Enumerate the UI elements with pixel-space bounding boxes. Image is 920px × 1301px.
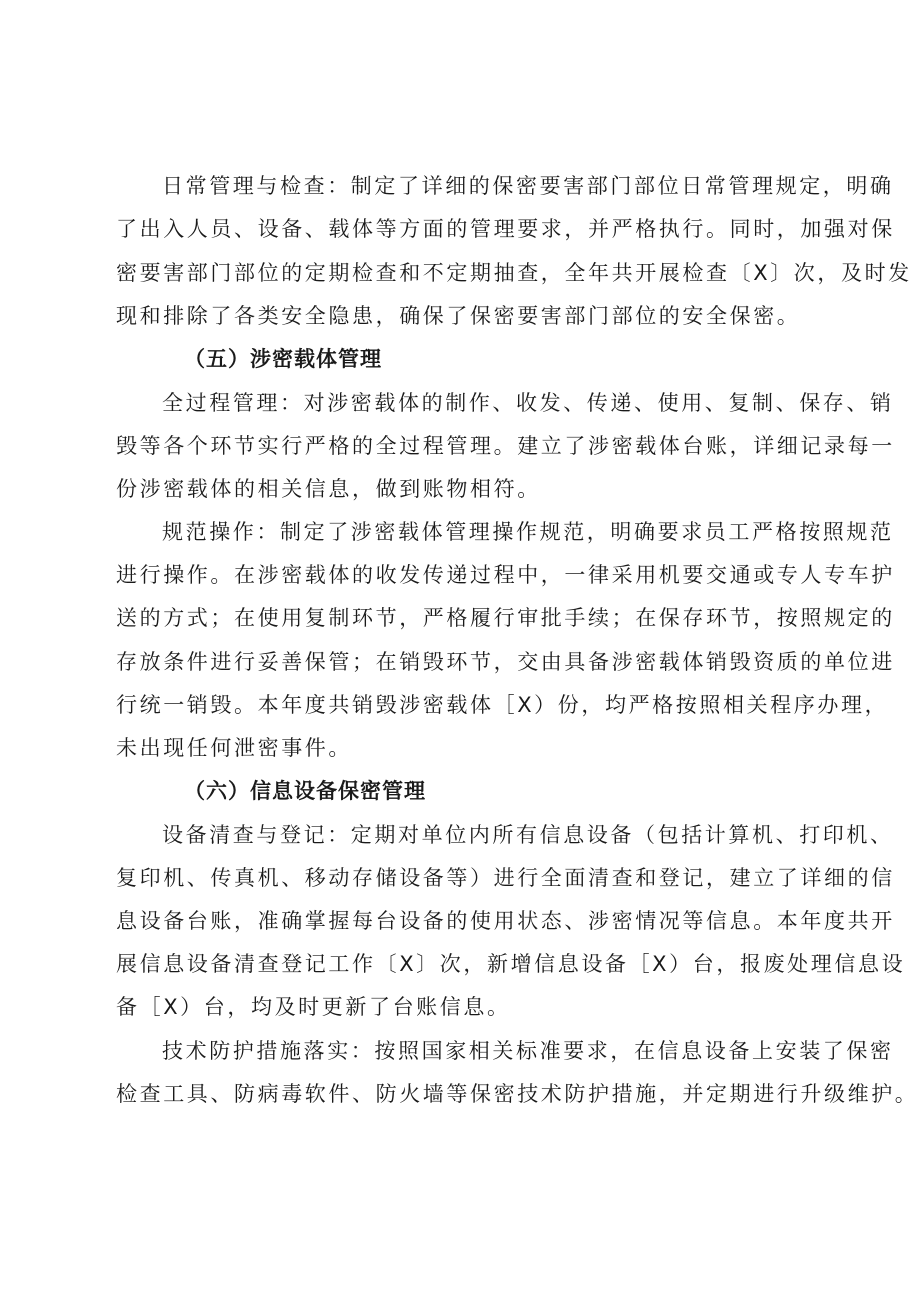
paragraph-line: 规范操作：制定了涉密载体管理操作规范，明确要求员工严格按照规范 [162, 520, 894, 544]
paragraph-line: 检查工具、防病毒软件、防火墙等保密技术防护措施，并定期进行升级维护。 [116, 1082, 919, 1106]
paragraph-line: 备［X）台，均及时更新了台账信息。 [116, 995, 511, 1019]
paragraph-line: 毁等各个环节实行严格的全过程管理。建立了涉密载体台账，详细记录每一 [116, 434, 895, 458]
paragraph-line: 全过程管理：对涉密载体的制作、收发、传递、使用、复制、保存、销 [162, 391, 894, 415]
paragraph-line: 展信息设备清查登记工作〔X〕次，新增信息设备［X）台，报废处理信息设 [116, 952, 906, 976]
paragraph-line: 未出现任何泄密事件。 [116, 736, 352, 760]
paragraph-line: 密要害部门部位的定期检查和不定期抽查，全年共开展检查〔X〕次，及时发 [116, 261, 912, 285]
paragraph-line: 设备清查与登记：定期对单位内所有信息设备（包括计算机、打印机、 [162, 823, 894, 847]
paragraph-line: 了出入人员、设备、载体等方面的管理要求，并严格执行。同时，加强对保 [116, 217, 895, 241]
paragraph-line: 现和排除了各类安全隐患，确保了保密要害部门部位的安全保密。 [116, 304, 801, 328]
paragraph-line: 息设备台账，准确掌握每台设备的使用状态、涉密情况等信息。本年度共开 [116, 909, 895, 933]
paragraph-line: 复印机、传真机、移动存储设备等）进行全面清查和登记，建立了详细的信 [116, 866, 895, 890]
paragraph-line: 存放条件进行妥善保管；在销毁环节，交由具备涉密载体销毁资质的单位进 [116, 650, 895, 674]
section-heading-6: （六）信息设备保密管理 [184, 779, 426, 803]
paragraph-line: 技术防护措施落实：按照国家相关标准要求，在信息设备上安装了保密 [162, 1039, 894, 1063]
paragraph-line: 进行操作。在涉密载体的收发传递过程中，一律采用机要交通或专人专车护 [116, 563, 895, 587]
paragraph-line: 日常管理与检查：制定了详细的保密要害部门部位日常管理规定，明确 [162, 174, 894, 198]
paragraph-line: 送的方式；在使用复制环节，严格履行审批手续；在保存环节，按照规定的 [116, 606, 895, 630]
section-heading-5: （五）涉密载体管理 [184, 347, 382, 371]
paragraph-line: 行统一销毁。本年度共销毁涉密载体［X）份，均严格按照相关程序办理， [116, 693, 889, 717]
paragraph-line: 份涉密载体的相关信息，做到账物相符。 [116, 477, 541, 501]
